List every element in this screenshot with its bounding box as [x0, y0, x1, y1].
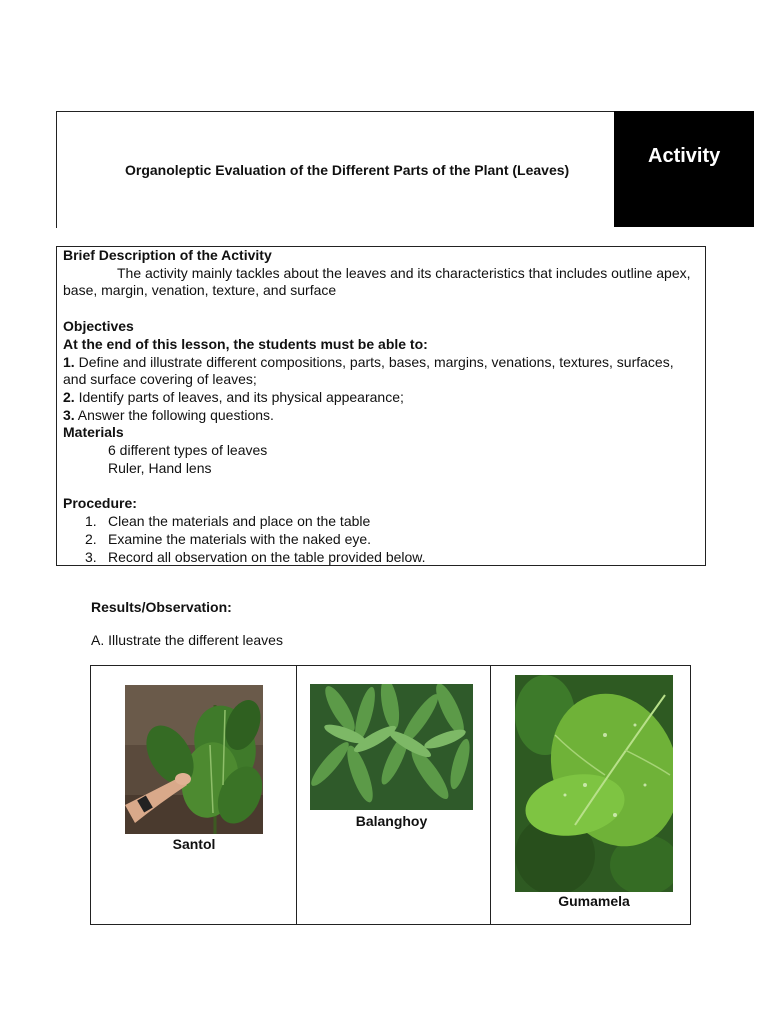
objective-item — [63, 407, 699, 425]
procedure-item — [63, 531, 699, 549]
table-column-divider — [490, 666, 491, 924]
leaf-illustration-table — [90, 665, 691, 925]
objectives-intro: At the end of this lesson, the students must be able to: — [63, 335, 428, 352]
santol-label: Santol — [172, 836, 216, 852]
illustrate-instruction: A. Illustrate the different leaves — [91, 632, 283, 648]
santol-leaf-photo — [125, 685, 263, 834]
description-heading: Brief Description of the Activity — [63, 247, 272, 263]
activity-header — [56, 111, 615, 228]
table-column-divider — [296, 666, 297, 924]
objective-number: 3. — [63, 406, 75, 423]
objective-number: 2. — [63, 388, 75, 405]
description-box — [56, 246, 706, 566]
procedure-number: 1. — [85, 513, 97, 530]
activity-tag-label: Activity — [648, 145, 721, 167]
objective-number: 1. — [63, 353, 75, 370]
objective-item — [63, 389, 699, 407]
material-item: Ruler, Hand lens — [108, 459, 212, 476]
objective-item — [63, 354, 699, 389]
objective-text: Answer the following questions. — [74, 406, 274, 423]
balanghoy-leaf-photo — [310, 684, 473, 810]
description-text: The activity mainly tackles about the leaves and its characteristics that includes outline apex, base, margin, venation, texture, and surface — [63, 264, 691, 299]
materials-heading: Materials — [63, 424, 124, 441]
activity-title: Organoleptic Evaluation of the Different Parts of the Plant (Leaves) — [125, 162, 570, 178]
procedure-text: Clean the materials and place on the table — [108, 513, 371, 530]
gumamela-leaf-photo — [515, 675, 673, 892]
procedure-list — [63, 513, 699, 566]
objective-text: Identify parts of leaves, and its physical appearance; — [74, 388, 404, 405]
procedure-heading: Procedure: — [63, 495, 137, 512]
balanghoy-label: Balanghoy — [355, 813, 428, 829]
procedure-text: Record all observation on the table provided below. — [108, 548, 426, 565]
procedure-item — [63, 513, 699, 531]
results-heading: Results/Observation: — [91, 599, 232, 615]
gumamela-label: Gumamela — [558, 893, 630, 909]
procedure-item — [63, 549, 699, 567]
material-item: 6 different types of leaves — [108, 442, 268, 459]
objectives-heading: Objectives — [63, 318, 134, 335]
procedure-text: Examine the materials with the naked eye. — [108, 530, 372, 547]
procedure-number: 2. — [85, 530, 97, 547]
activity-tag — [614, 111, 754, 227]
procedure-number: 3. — [85, 548, 97, 565]
objective-text: Define and illustrate different compositions, parts, bases, margins, venations, textures, surfaces, and surface covering of leaves; — [63, 353, 674, 388]
